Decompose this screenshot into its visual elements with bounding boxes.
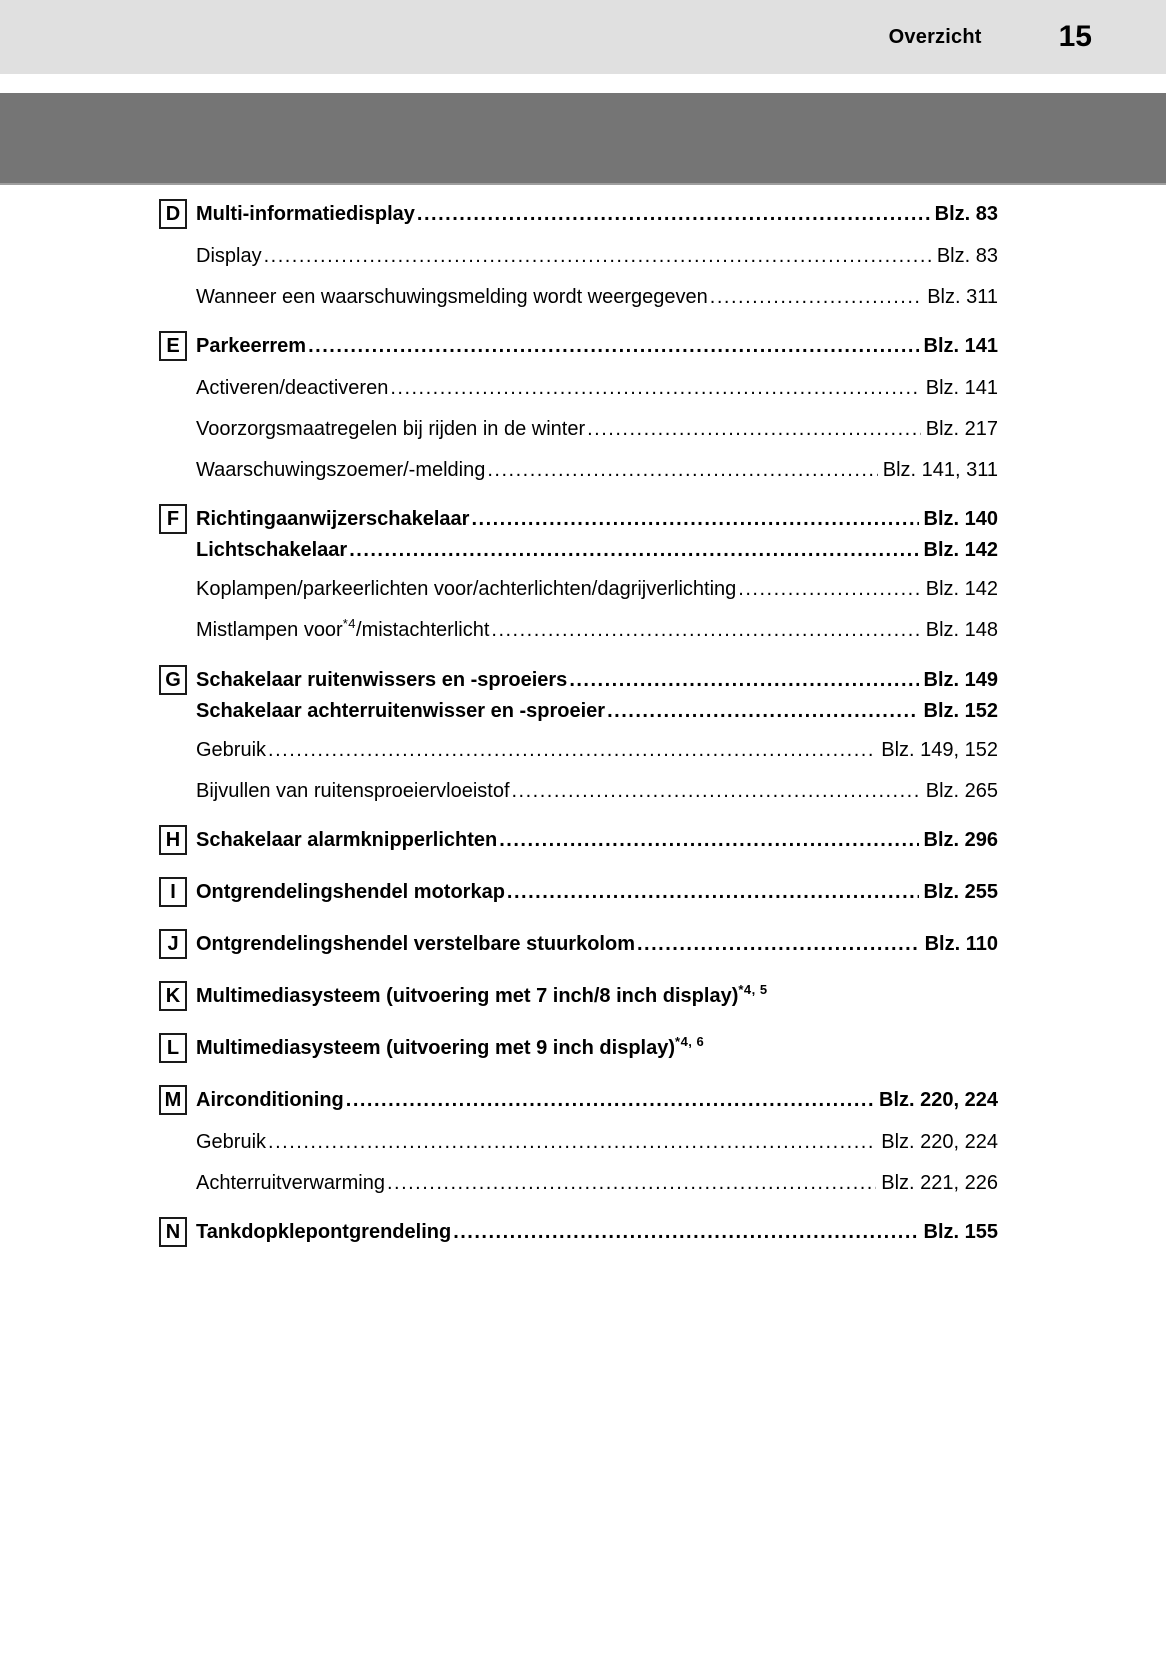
toc-entry-page: Blz. 141 [925, 377, 998, 399]
toc-entry-page: Blz. 265 [925, 780, 998, 802]
toc-section-entry-e[interactable] [159, 331, 998, 361]
toc-sub-entry[interactable] [159, 780, 998, 803]
toc-entry-page: Blz. 110 [924, 932, 998, 955]
dot-leader [510, 780, 921, 803]
toc-entry-label: Voorzorgsmaatregelen bij rijden in de winter [196, 418, 586, 440]
toc-entry-label: Gebruik [196, 1131, 267, 1153]
toc-list [0, 199, 1166, 1247]
toc-entry-label [196, 616, 490, 643]
callout-letter-badge: J [159, 929, 187, 959]
toc-entry-label: Activeren/deactiveren [196, 377, 389, 399]
header-section-title: Overzicht [888, 25, 982, 48]
dot-leader [469, 508, 918, 531]
toc-entry-page: Blz. 296 [923, 828, 998, 851]
toc-entry-page: Blz. 83 [934, 202, 998, 225]
toc-entry-label: Bijvullen van ruitensproeiervloeistof [196, 780, 510, 802]
dot-leader [451, 1221, 918, 1244]
toc-section-entry-h[interactable] [159, 825, 998, 855]
dot-leader [497, 829, 918, 852]
toc-section-entry-g[interactable] [159, 665, 998, 695]
dot-leader [489, 619, 920, 642]
dot-leader [347, 539, 918, 562]
dot-leader [605, 700, 918, 723]
toc-entry-label: Schakelaar achterruitenwisser en -sproeier [196, 700, 606, 722]
toc-entry-label: Wanneer een waarschuwingsmelding wordt weergegeven [196, 286, 708, 308]
toc-entry-label: Koplampen/parkeerlichten voor/achterlichten/dagrijverlichting [196, 578, 737, 600]
dot-leader [262, 245, 932, 268]
toc-entry-page: Blz. 217 [925, 418, 998, 440]
toc-section-entry-m[interactable] [159, 1085, 998, 1115]
toc-entry-label-part: Multimediasysteem (uitvoering met 9 inch display) [196, 1036, 676, 1059]
toc-entry-page: Blz. 141, 311 [882, 459, 998, 481]
dot-leader [635, 933, 920, 956]
dot-leader [266, 1131, 876, 1154]
toc-entry-label: Tankdopklepontgrendeling [196, 1220, 452, 1243]
toc-entry-page: Blz. 221, 226 [881, 1172, 998, 1194]
callout-letter-badge: M [159, 1085, 187, 1115]
dot-leader [585, 418, 921, 441]
toc-entry-page: Blz. 149 [923, 668, 998, 691]
toc-entry-label: Richtingaanwijzerschakelaar [196, 507, 470, 530]
toc-entry-label [196, 1033, 705, 1061]
toc-entry-page: Blz. 141 [923, 334, 998, 357]
toc-entry-page: Blz. 142 [923, 539, 998, 561]
toc-entry-label-part: Multimediasysteem (uitvoering met 7 inch/8 inch display) [196, 984, 739, 1007]
toc-sub-entry[interactable] [159, 578, 998, 601]
dot-leader [388, 377, 920, 400]
callout-letter-badge: L [159, 1033, 187, 1063]
toc-sub-entry[interactable] [159, 377, 998, 400]
toc-section-entry-l [159, 1033, 998, 1063]
toc-entry-label: Schakelaar alarmknipperlichten [196, 828, 498, 851]
callout-letter-badge: K [159, 981, 187, 1011]
callout-letter-badge: D [159, 199, 187, 229]
toc-sub-entry[interactable] [159, 739, 998, 762]
toc-sub-entry[interactable] [159, 245, 998, 268]
callout-letter-badge: N [159, 1217, 187, 1247]
toc-section-entry-d[interactable] [159, 199, 998, 229]
dot-leader [306, 335, 918, 358]
toc-section-entry-k [159, 981, 998, 1011]
toc-sub-entry[interactable] [159, 1131, 998, 1154]
toc-sub-entry[interactable] [159, 1172, 998, 1195]
toc-entry-page: Blz. 155 [923, 1220, 998, 1243]
footnote-superscript: *4, 5 [738, 981, 768, 997]
callout-letter-badge: G [159, 665, 187, 695]
header-page-number: 15 [1058, 20, 1092, 53]
toc-entry-label-part: /mistachterlicht [356, 619, 490, 641]
section-banner [0, 93, 1166, 185]
toc-section-entry-second-title[interactable] [159, 700, 998, 723]
toc-entry-label: Ontgrendelingshendel verstelbare stuurkolom [196, 932, 635, 955]
callout-letter-badge: H [159, 825, 187, 855]
toc-section-entry-f[interactable] [159, 504, 998, 534]
toc-entry-label: Waarschuwingszoemer/-melding [196, 459, 486, 481]
dot-leader [266, 739, 876, 762]
toc-entry-page: Blz. 140 [923, 507, 998, 530]
callout-letter-badge: F [159, 504, 187, 534]
toc-section-entry-j[interactable] [159, 929, 998, 959]
toc-section-entry-i[interactable] [159, 877, 998, 907]
dot-leader [344, 1089, 874, 1112]
toc-entry-label: Airconditioning [196, 1088, 344, 1111]
dot-leader [505, 881, 919, 904]
toc-entry-page: Blz. 220, 224 [881, 1131, 998, 1153]
dot-leader [415, 203, 930, 226]
footnote-superscript: *4, 6 [675, 1033, 705, 1049]
toc-entry-page: Blz. 149, 152 [881, 739, 998, 761]
toc-section-entry-second-title[interactable] [159, 539, 998, 562]
toc-entry-label: Achterruitverwarming [196, 1172, 385, 1194]
toc-sub-entry[interactable] [159, 418, 998, 441]
toc-entry-label [196, 981, 768, 1009]
footnote-superscript: *4 [342, 616, 357, 631]
toc-entry-page: Blz. 311 [927, 286, 998, 308]
toc-entry-label: Display [196, 245, 262, 267]
toc-sub-entry[interactable] [159, 286, 998, 309]
callout-letter-badge: E [159, 331, 187, 361]
toc-entry-page: Blz. 152 [923, 700, 998, 722]
toc-entry-label: Ontgrendelingshendel motorkap [196, 880, 505, 903]
toc-entry-page: Blz. 83 [936, 245, 998, 267]
dot-leader [708, 286, 922, 309]
toc-entry-page: Blz. 255 [923, 880, 998, 903]
toc-entry-label: Gebruik [196, 739, 267, 761]
dot-leader [385, 1172, 876, 1195]
toc-entry-page: Blz. 142 [925, 578, 998, 600]
toc-sub-entry[interactable] [159, 459, 998, 482]
dot-leader [736, 578, 920, 601]
toc-entry-label: Schakelaar ruitenwissers en -sproeiers [196, 668, 568, 691]
toc-entry-label: Parkeerrem [196, 334, 307, 357]
toc-entry-label: Multi-informatiedisplay [196, 202, 415, 225]
toc-entry-page: Blz. 148 [925, 619, 998, 641]
callout-letter-badge: I [159, 877, 187, 907]
toc-sub-entry[interactable] [159, 616, 998, 643]
dot-leader [485, 459, 877, 482]
toc-entry-label-part: Mistlampen voor [196, 619, 343, 641]
toc-entry-page: Blz. 220, 224 [879, 1088, 998, 1111]
dot-leader [567, 669, 918, 692]
toc-section-entry-n[interactable] [159, 1217, 998, 1247]
toc-entry-label: Lichtschakelaar [196, 539, 348, 561]
page-header [0, 0, 1166, 74]
